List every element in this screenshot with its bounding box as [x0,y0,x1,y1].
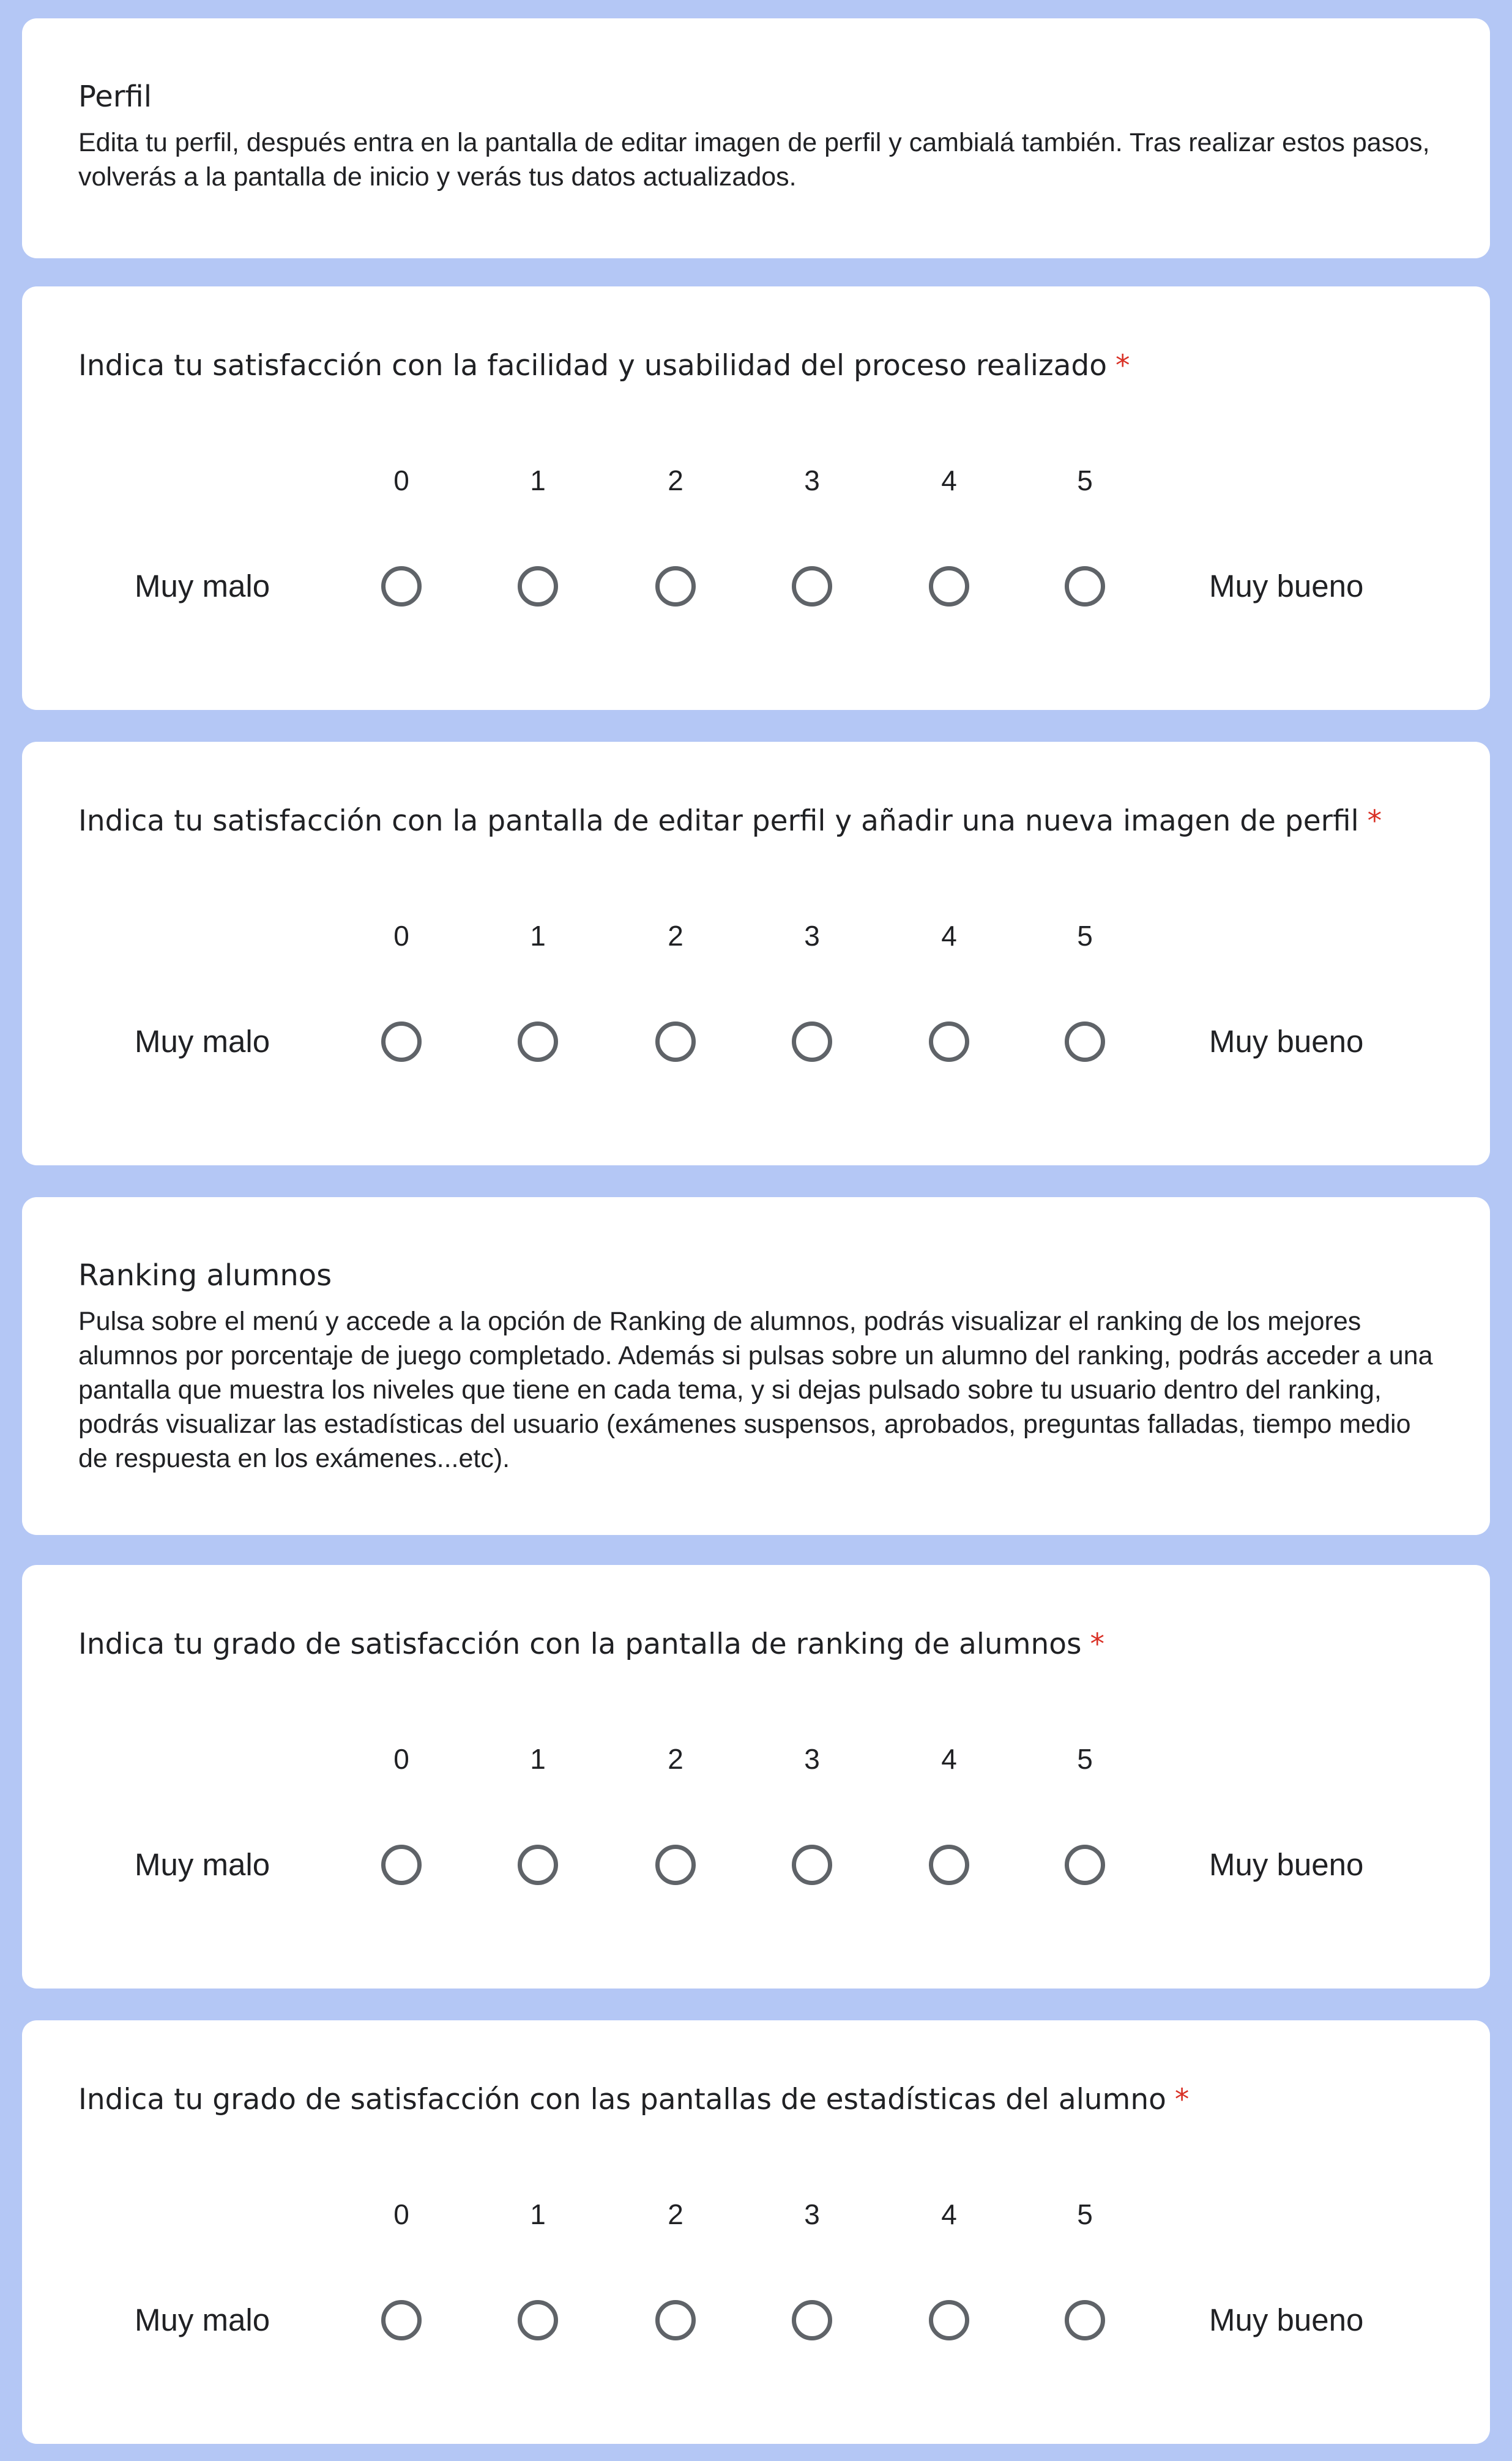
required-mark: * [1367,804,1382,838]
radio-option-4[interactable] [929,2300,969,2340]
scale-label-1: 1 [530,465,546,496]
radio-option-0[interactable] [381,2300,422,2340]
radio-option-3[interactable] [792,566,832,607]
question-card [22,742,1490,1165]
scale-low-label: Muy malo [135,569,270,603]
radio-option-4[interactable] [929,1021,969,1062]
section-title: Ranking alumnos [78,1258,332,1293]
scale-high-label: Muy bueno [1209,1024,1364,1059]
scale-low-label: Muy malo [135,1024,270,1059]
question-text: Indica tu grado de satisfacción con la pantalla de ranking de alumnos * [78,1627,1105,1661]
scale-label-4: 4 [941,465,957,496]
scale-label-3: 3 [804,920,820,952]
scale-label-2: 2 [668,2198,683,2230]
scale-label-5: 5 [1077,1743,1093,1775]
section-description: Pulsa sobre el menú y accede a la opción de Ranking de alumnos, podrás visualizar el ranking de los mejores alumnos por porcentaje de juego completado. Además si pulsas sobre un alumno del ranking, podrás acceder a una pantalla que muestra los niveles que tiene en cada tema, y si dejas pulsado sobre tu usuario dentro del ranking, podrás visualizar las estadísticas del usuario (exámenes suspensos, aprobados, preguntas falladas, tiempo medio de respuesta en los exámenes...etc). [78,1307,1433,1473]
question-text: Indica tu grado de satisfacción con las pantallas de estadísticas del alumno * [78,2083,1190,2116]
scale-label-2: 2 [668,1743,683,1775]
scale-high-label: Muy bueno [1209,1847,1364,1882]
section-title: Perfil [78,80,152,114]
scale-label-4: 4 [941,920,957,952]
required-mark: * [1090,1627,1105,1661]
scale-low-label: Muy malo [135,1847,270,1882]
radio-option-3[interactable] [792,1021,832,1062]
question-card [22,2020,1490,2444]
radio-option-5[interactable] [1065,566,1105,607]
section-description: Edita tu perfil, después entra en la pantalla de editar imagen de perfil y cambialá también. Tras realizar estos pasos, volverás a la pantalla de inicio y verás tus datos actualizados. [78,128,1430,192]
scale-label-1: 1 [530,920,546,952]
radio-option-2[interactable] [655,2300,696,2340]
radio-option-1[interactable] [518,1845,558,1885]
radio-option-3[interactable] [792,2300,832,2340]
radio-option-5[interactable] [1065,2300,1105,2340]
radio-option-4[interactable] [929,566,969,607]
scale-low-label: Muy malo [135,2302,270,2337]
scale-label-0: 0 [393,465,409,496]
scale-label-0: 0 [393,2198,409,2230]
scale-label-4: 4 [941,2198,957,2230]
radio-option-1[interactable] [518,1021,558,1062]
scale-label-3: 3 [804,465,820,496]
scale-label-1: 1 [530,2198,546,2230]
radio-option-2[interactable] [655,1845,696,1885]
scale-label-0: 0 [393,920,409,952]
section-card-ranking [22,1197,1490,1535]
question-card [22,1565,1490,1989]
scale-label-1: 1 [530,1743,546,1775]
section-card-perfil [22,18,1490,258]
radio-option-3[interactable] [792,1845,832,1885]
question-card [22,286,1490,710]
question-text: Indica tu satisfacción con la facilidad y usabilidad del proceso realizado * [78,349,1130,383]
radio-option-0[interactable] [381,1021,422,1062]
scale-high-label: Muy bueno [1209,569,1364,603]
scale-high-label: Muy bueno [1209,2302,1364,2337]
radio-option-0[interactable] [381,566,422,607]
scale-label-0: 0 [393,1743,409,1775]
radio-option-5[interactable] [1065,1021,1105,1062]
radio-option-4[interactable] [929,1845,969,1885]
scale-label-3: 3 [804,2198,820,2230]
question-text: Indica tu satisfacción con la pantalla de editar perfil y añadir una nueva imagen de perfil * [78,804,1382,838]
scale-label-2: 2 [668,465,683,496]
radio-option-2[interactable] [655,1021,696,1062]
radio-option-5[interactable] [1065,1845,1105,1885]
scale-label-5: 5 [1077,2198,1093,2230]
required-mark: * [1115,349,1130,383]
radio-option-2[interactable] [655,566,696,607]
required-mark: * [1174,2083,1190,2116]
radio-option-1[interactable] [518,2300,558,2340]
scale-label-3: 3 [804,1743,820,1775]
radio-option-1[interactable] [518,566,558,607]
scale-label-4: 4 [941,1743,957,1775]
scale-label-5: 5 [1077,465,1093,496]
scale-label-2: 2 [668,920,683,952]
scale-label-5: 5 [1077,920,1093,952]
radio-option-0[interactable] [381,1845,422,1885]
